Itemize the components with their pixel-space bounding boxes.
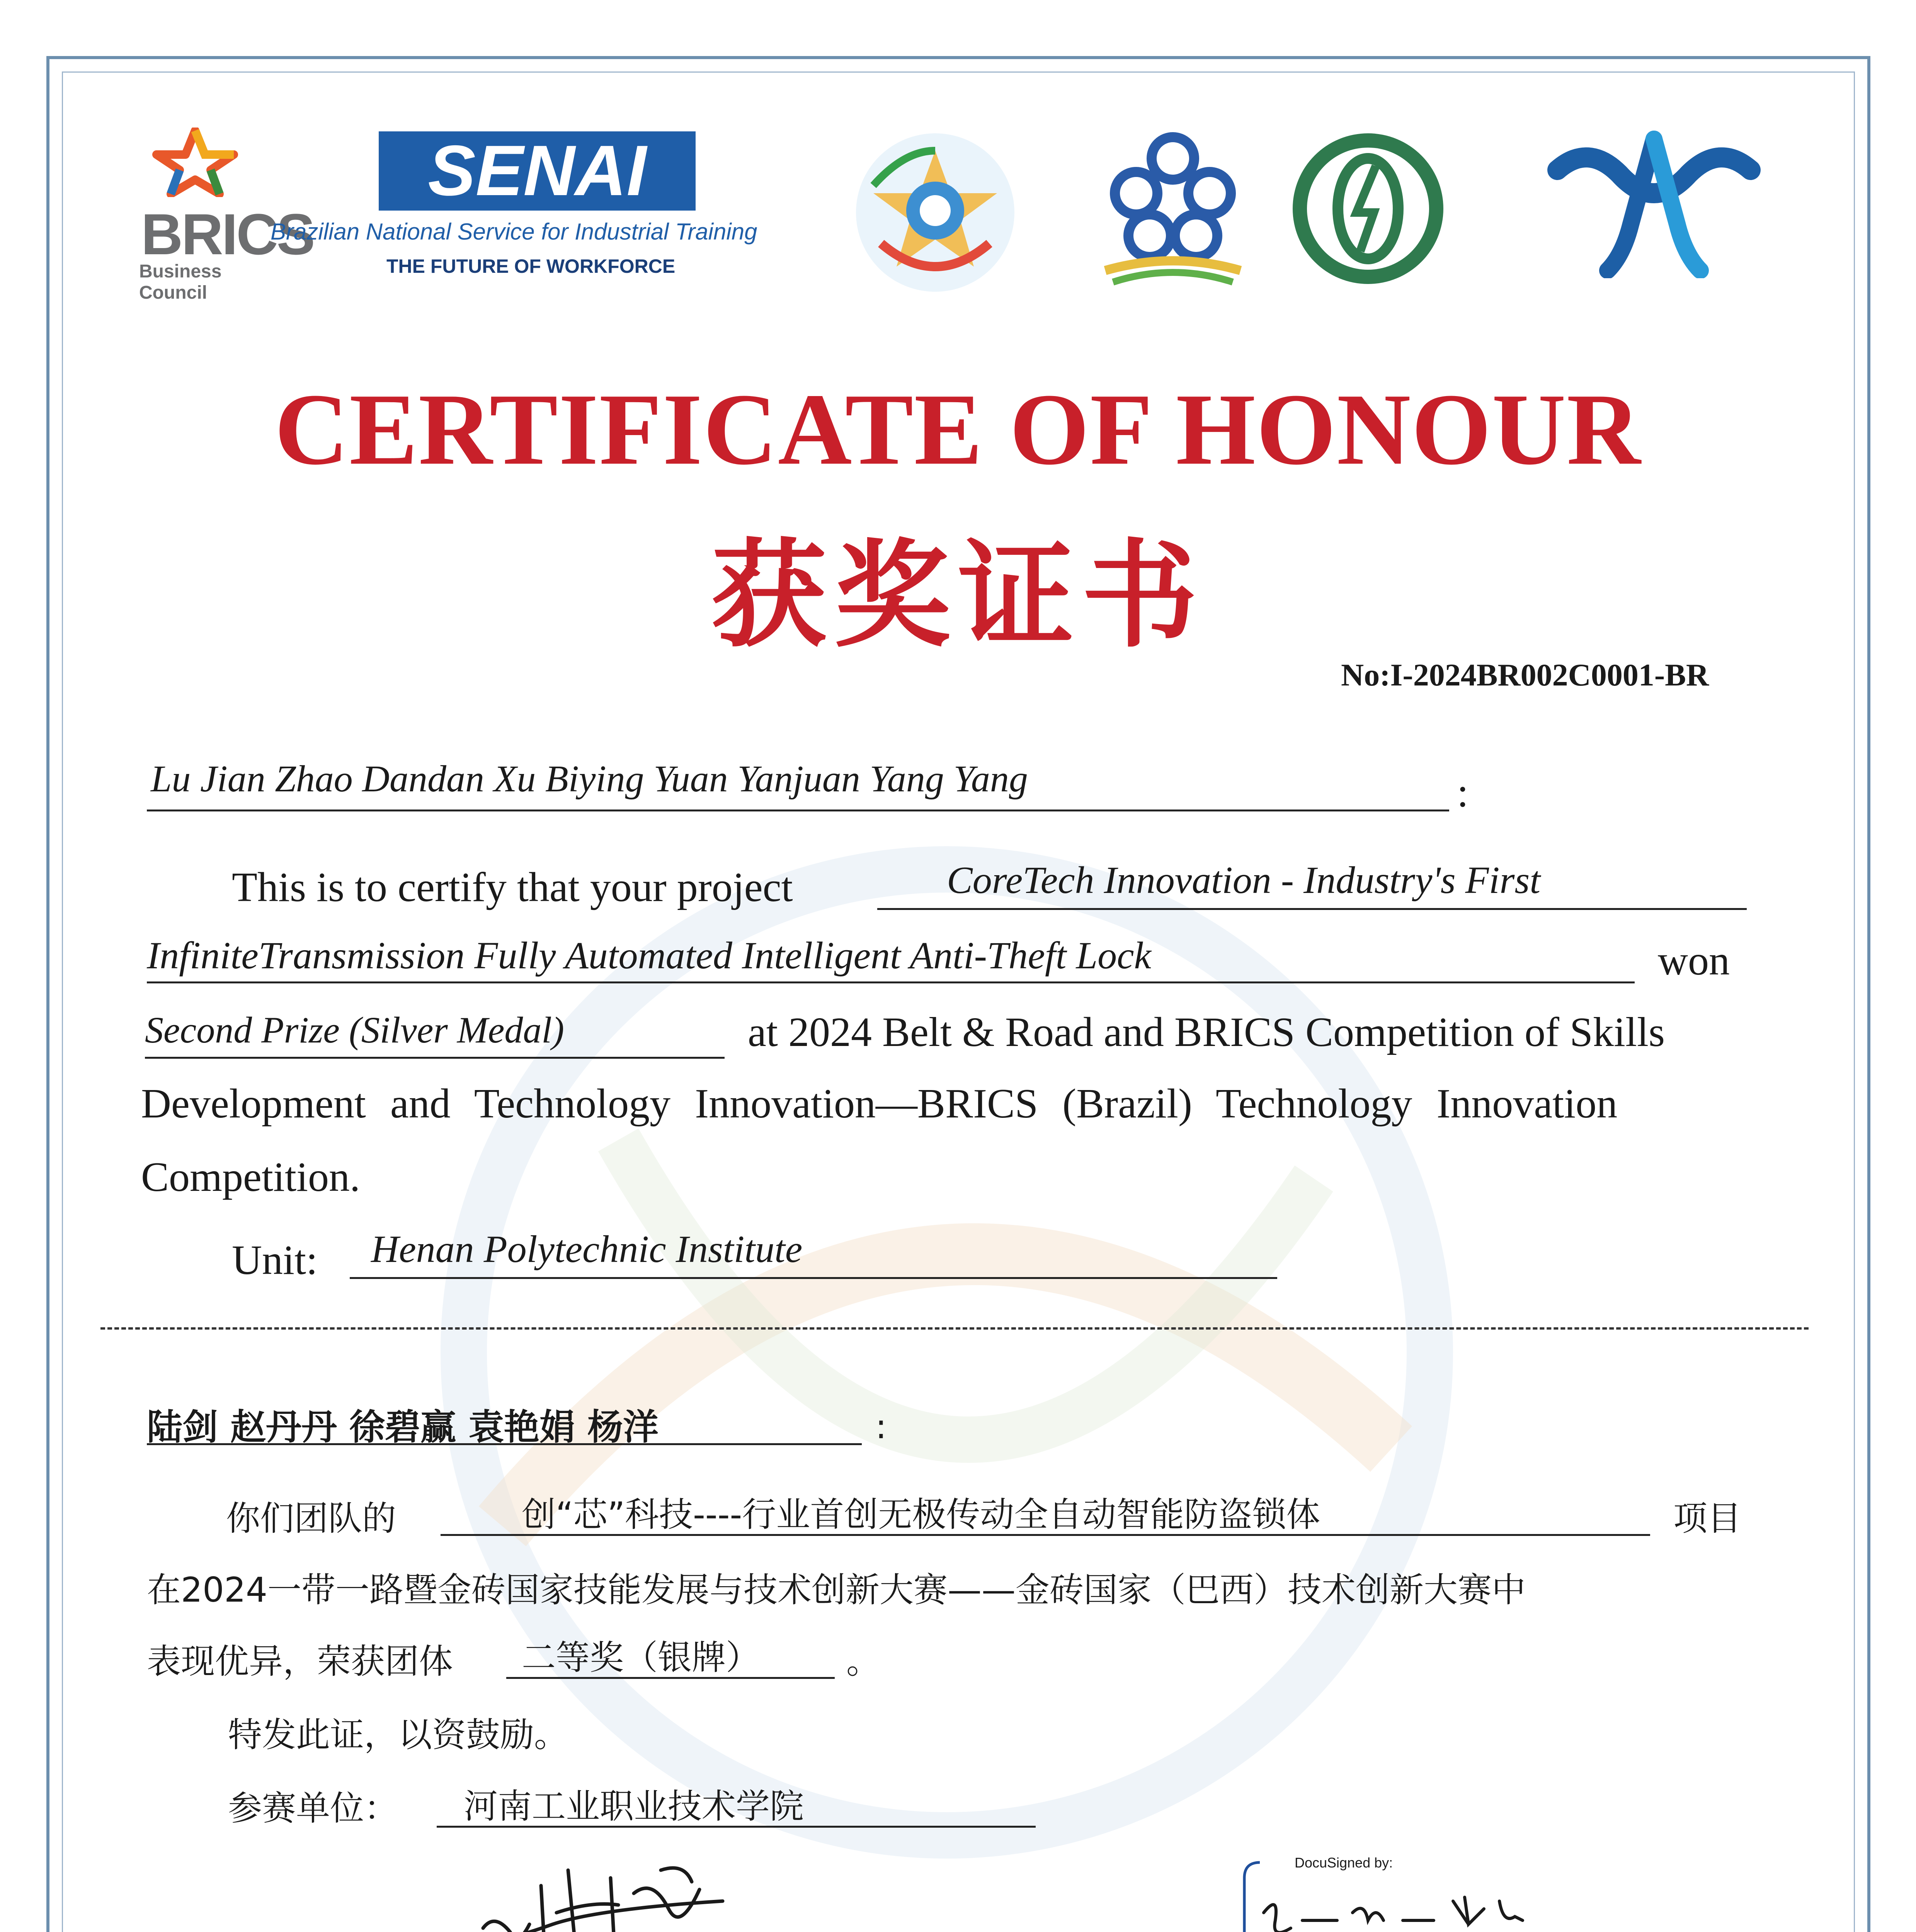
project-suffix-zh: 项目 (1673, 1498, 1742, 1538)
certificate-title-en: CERTIFICATE OF HONOUR (274, 373, 1642, 486)
won-text: won (1658, 938, 1730, 984)
competition-text-zh: 在2024一带一路暨金砖国家技能发展与技术创新大赛——金砖国家（巴西）技术创新大赛中 (147, 1570, 1526, 1610)
prize-en: Second Prize (Silver Medal) (145, 1009, 564, 1051)
signature-liu-zhenying (452, 1855, 746, 1932)
team-names-en-underline (147, 810, 1449, 811)
brics-logo (139, 128, 314, 303)
competition-text-line2: Development and Technology Innovation—BRICS (Brazil) Technology Innovation (141, 1081, 1618, 1127)
people-exchange-emblem-icon (1542, 128, 1766, 278)
brics-star-icon (151, 128, 240, 197)
award-line-zh-prefix: 表现优异，荣获团体 (147, 1641, 453, 1681)
section-divider (100, 1327, 1809, 1330)
unit-label-en: Unit: (232, 1237, 318, 1283)
project-name-en-line1: CoreTech Innovation - Industry's First (947, 859, 1541, 901)
senai-tagline: THE FUTURE OF WORKFORCE (386, 255, 676, 277)
intro-zh: 你们团队的 (226, 1498, 396, 1538)
competition-emblem-icon (850, 128, 1020, 298)
competition-text-line3: Competition. (141, 1154, 360, 1200)
certificate-title-zh: 获奖证书 (711, 528, 1205, 663)
award-line-zh-suffix: 。 (846, 1641, 881, 1681)
team-names-zh: 陆剑 赵丹丹 徐碧赢 袁艳娟 杨洋 (147, 1406, 659, 1448)
docusign-label: DocuSigned by: (1295, 1855, 1393, 1871)
team-names-en: Lu Jian Zhao Dandan Xu Biying Yuan Yanjuan Yang Yang (151, 758, 1028, 800)
team-names-zh-colon: : (875, 1406, 887, 1446)
encouragement-zh: 特发此证，以资鼓励。 (228, 1715, 568, 1755)
senai-subtitle: Brazilian National Service for Industrial Training (271, 219, 757, 245)
certify-intro-en: This is to certify that your project (232, 864, 793, 910)
team-names-zh-underline (147, 1443, 862, 1445)
team-names-en-colon: : (1457, 770, 1469, 816)
unit-value-zh: 河南工业职业技术学院 (464, 1786, 804, 1826)
unit-value-en: Henan Polytechnic Institute (371, 1228, 803, 1270)
prize-zh-underline (506, 1677, 835, 1679)
senai-logo (271, 131, 835, 294)
certificate-number: No:I-2024BR002C0001-BR (1341, 657, 1709, 692)
senai-logo-word: SENAI (379, 131, 696, 211)
unit-label-zh: 参赛单位： (228, 1788, 398, 1828)
brics-logo-subtitle: Business Council (139, 261, 222, 303)
invention-association-emblem-icon (1287, 128, 1449, 290)
project-name-en-line2: InfiniteTransmission Fully Automated Intelligent Anti-Theft Lock (147, 934, 1151, 977)
prize-en-underline (145, 1057, 725, 1059)
project-name-zh: 创“芯”科技----行业首创无极传动全自动智能防盗锁体 (522, 1495, 1320, 1534)
unit-value-zh-underline (437, 1826, 1036, 1828)
project-name-zh-underline (441, 1534, 1650, 1536)
prize-zh: 二等奖（银牌） (522, 1638, 760, 1677)
unit-value-en-underline (350, 1277, 1277, 1279)
competition-text-line1: at 2024 Belt & Road and BRICS Competition of Skills (748, 1009, 1665, 1055)
project-name-en-line2-underline (147, 981, 1635, 983)
alliance-knot-emblem-icon (1082, 124, 1264, 290)
brics-logo-word: BRICS (141, 202, 314, 267)
project-name-en-line1-underline (877, 908, 1747, 910)
docusign-box (1237, 1855, 1662, 1932)
